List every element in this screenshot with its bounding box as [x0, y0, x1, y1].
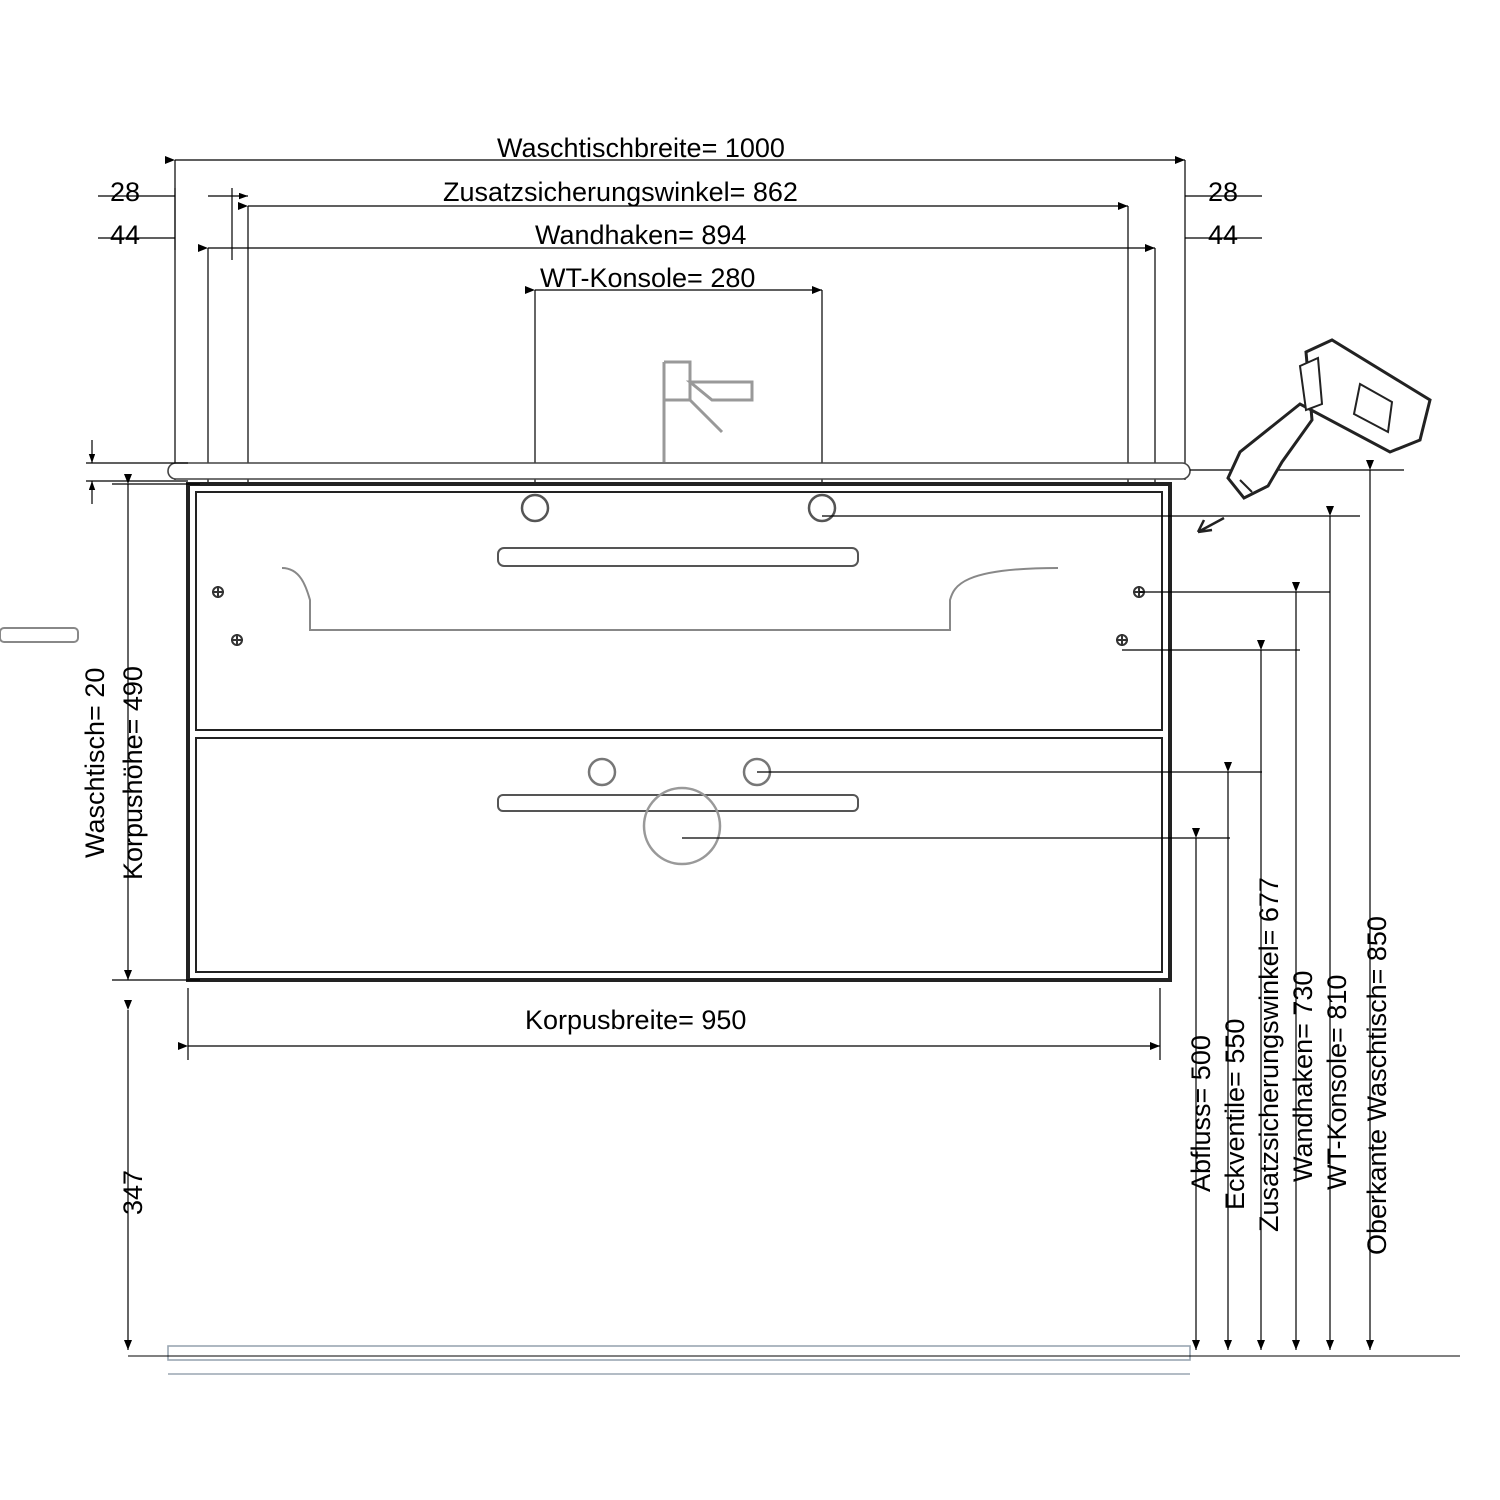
- dim-offset-28-right: 28: [1208, 177, 1239, 207]
- dim-wandhaken-label: Wandhaken= 894: [535, 220, 747, 250]
- dim-eckventile-label: Eckventile= 550: [1220, 1018, 1250, 1210]
- faucet-icon: [664, 362, 752, 462]
- dim-oberkante-waschtisch-label: Oberkante Waschtisch= 850: [1362, 916, 1392, 1255]
- dim-waschtischbreite-label: Waschtischbreite= 1000: [497, 133, 785, 163]
- dim-wandhaken-hoehe-label: Wandhaken= 730: [1288, 970, 1318, 1182]
- dim-korpushoehe-label: Korpushöhe= 490: [118, 666, 148, 880]
- dim-abfluss-label: Abfluss= 500: [1186, 1035, 1216, 1192]
- dim-waschtisch-hoehe-label: Waschtisch= 20: [80, 667, 110, 858]
- cabinet-body: [0, 484, 1170, 980]
- dim-offset-28-left: 28: [110, 177, 141, 207]
- pen-icon: [1228, 340, 1430, 498]
- dim-zusatzsicherungswinkel-hoehe-label: Zusatzsicherungswinkel= 677: [1254, 877, 1284, 1232]
- dim-bodenabstand-label: 347: [118, 1169, 148, 1215]
- dim-zusatzsicherungswinkel-label: Zusatzsicherungswinkel= 862: [443, 177, 798, 207]
- countertop: [168, 463, 1190, 479]
- dim-wt-konsole-hoehe-label: WT-Konsole= 810: [1322, 974, 1352, 1190]
- dim-wt-konsole-label: WT-Konsole= 280: [540, 263, 756, 293]
- floor-line: [128, 1346, 1460, 1374]
- dim-offset-44-right: 44: [1208, 220, 1239, 250]
- dim-offset-44-left: 44: [110, 220, 141, 250]
- direction-arrow-icon: [1198, 518, 1224, 532]
- dim-korpusbreite-label: Korpusbreite= 950: [525, 1005, 747, 1035]
